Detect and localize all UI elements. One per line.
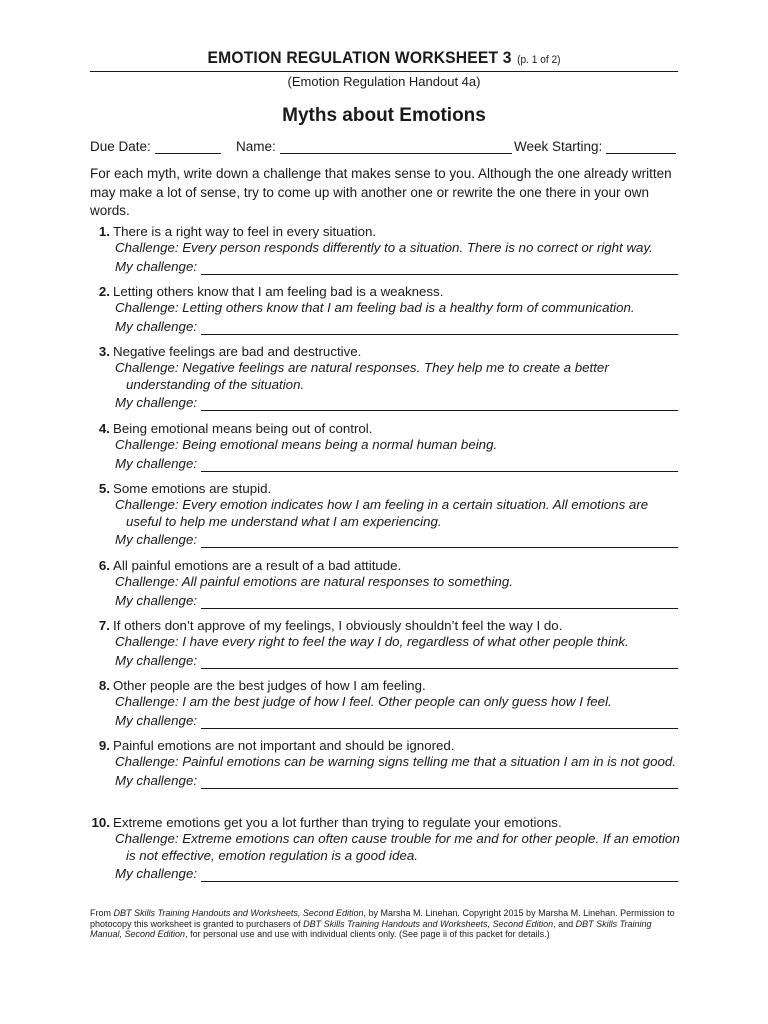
myth-item — [90, 617, 680, 669]
myth-item — [90, 223, 680, 275]
due-date-input[interactable] — [155, 139, 221, 154]
page-title: Myths about Emotions — [282, 105, 486, 126]
myth-number: 8. — [98, 678, 110, 693]
myth-item — [90, 283, 680, 335]
my-challenge-label: My challenge: — [115, 652, 198, 668]
myth-challenge: Challenge: Negative feelings are natural responses. They help me to create a better understanding of the situation. — [115, 360, 609, 392]
name-field — [236, 139, 512, 154]
my-challenge-input[interactable] — [201, 320, 678, 335]
myth-statement: Painful emotions are not important and should be ignored. — [113, 738, 455, 753]
footer-text: , for personal use and use with individual clients only. (See page ii of this packet for details.) — [185, 929, 550, 939]
myth-statement: Other people are the best judges of how I am feeling. — [113, 678, 426, 693]
instructions: For each myth, write down a challenge that makes sense to you. Although the one already written may make a lot of sense, try to come up with another one or rewrite the one there in your own words. — [90, 166, 672, 218]
my-challenge-input[interactable] — [201, 533, 678, 548]
myth-item — [90, 737, 680, 789]
due-date-field — [90, 139, 221, 154]
myth-number: 9. — [98, 738, 110, 753]
myth-challenge: Challenge: Extreme emotions can often cause trouble for me and for other people. If an emotion is not effective, emotion regulation is a good idea. — [115, 831, 680, 863]
week-starting-field — [514, 139, 676, 154]
myth-item — [90, 420, 680, 472]
myth-statement: All painful emotions are a result of a bad attitude. — [113, 558, 402, 573]
name-input[interactable] — [280, 139, 512, 154]
myth-challenge: Challenge: Every person responds differently to a situation. There is no correct or right way. — [115, 240, 653, 255]
myth-challenge: Challenge: I am the best judge of how I feel. Other people can only guess how I feel. — [115, 694, 612, 709]
my-challenge-label: My challenge: — [115, 318, 198, 334]
week-starting-input[interactable] — [606, 139, 676, 154]
myth-number: 3. — [98, 344, 110, 359]
myth-number: 7. — [98, 618, 110, 633]
my-challenge-input[interactable] — [201, 260, 678, 275]
footer-book-title: DBT Skills Training Handouts and Worksheets, Second Edition — [303, 918, 554, 929]
myth-number: 5. — [98, 481, 110, 496]
myth-statement: Being emotional means being out of control. — [113, 421, 373, 436]
my-challenge-input[interactable] — [201, 457, 678, 472]
my-challenge-input[interactable] — [201, 396, 678, 411]
my-challenge-label: My challenge: — [115, 532, 198, 547]
footer-text: , and — [553, 918, 574, 929]
myth-statement: If others don’t approve of my feelings, I obviously shouldn’t feel the way I do. — [113, 618, 563, 633]
myth-number: 1. — [98, 224, 110, 239]
myth-statement: Negative feelings are bad and destructive. — [113, 344, 362, 359]
header-fields — [90, 139, 678, 157]
my-challenge-label: My challenge: — [115, 772, 198, 788]
myth-number: 2. — [98, 284, 110, 299]
myth-statement: There is a right way to feel in every situation. — [113, 224, 377, 239]
worksheet-subtitle: (Emotion Regulation Handout 4a) — [287, 74, 481, 89]
myth-item — [90, 814, 680, 882]
my-challenge-input[interactable] — [201, 714, 678, 729]
footer-book-title: DBT Skills Training Manual, Second Edition — [90, 918, 652, 939]
myth-challenge: Challenge: Painful emotions can be warning signs telling me that a situation I am in is not good. — [115, 754, 677, 769]
my-challenge-label: My challenge: — [115, 455, 198, 471]
week-starting-label: Week Starting: — [514, 139, 603, 154]
worksheet-title — [114, 48, 655, 68]
my-challenge-input[interactable] — [201, 774, 678, 789]
my-challenge-label: My challenge: — [115, 866, 198, 881]
footer-from: From — [90, 908, 111, 918]
myth-item — [90, 343, 680, 411]
footer-text: , by Marsha M. Linehan. Copyright 2015 by Marsha M. Linehan. Permission to photocopy this worksheet is granted to purchasers of — [90, 908, 675, 929]
myth-item — [90, 480, 680, 548]
myth-number: 4. — [98, 421, 110, 436]
myth-statement: Some emotions are stupid. — [113, 481, 272, 496]
myth-item — [90, 677, 680, 729]
title-rule — [90, 71, 678, 72]
my-challenge-input[interactable] — [201, 867, 678, 882]
myth-item — [90, 557, 680, 609]
myth-number: 10. — [91, 815, 110, 830]
my-challenge-input[interactable] — [201, 654, 678, 669]
myth-challenge: Challenge: I have every right to feel the way I do, regardless of what other people think. — [115, 634, 629, 649]
my-challenge-label: My challenge: — [115, 395, 198, 410]
page-note: (p. 1 of 2) — [517, 54, 561, 66]
myth-challenge: Challenge: Letting others know that I am feeling bad is a healthy form of communication. — [115, 300, 635, 315]
myth-challenge: Challenge: Every emotion indicates how I am feeling in a certain situation. All emotions are useful to help me understand what I am experiencing. — [115, 497, 649, 529]
my-challenge-input[interactable] — [201, 594, 678, 609]
my-challenge-label: My challenge: — [115, 592, 198, 608]
my-challenge-label: My challenge: — [115, 258, 198, 274]
copyright-footer — [90, 908, 680, 940]
my-challenge-label: My challenge: — [115, 712, 198, 728]
name-label: Name: — [236, 139, 276, 154]
myth-challenge: Challenge: Being emotional means being a normal human being. — [115, 437, 498, 452]
myth-statement: Extreme emotions get you a lot further than trying to regulate your emotions. — [113, 815, 562, 830]
myth-statement: Letting others know that I am feeling bad is a weakness. — [113, 284, 444, 299]
footer-book-title: DBT Skills Training Handouts and Worksheets, Second Edition — [113, 908, 364, 918]
myth-number: 6. — [98, 558, 110, 573]
due-date-label: Due Date: — [90, 139, 151, 154]
worksheet-title-text: EMOTION REGULATION WORKSHEET 3 — [207, 48, 512, 67]
myth-challenge: Challenge: All painful emotions are natural responses to something. — [115, 574, 513, 589]
